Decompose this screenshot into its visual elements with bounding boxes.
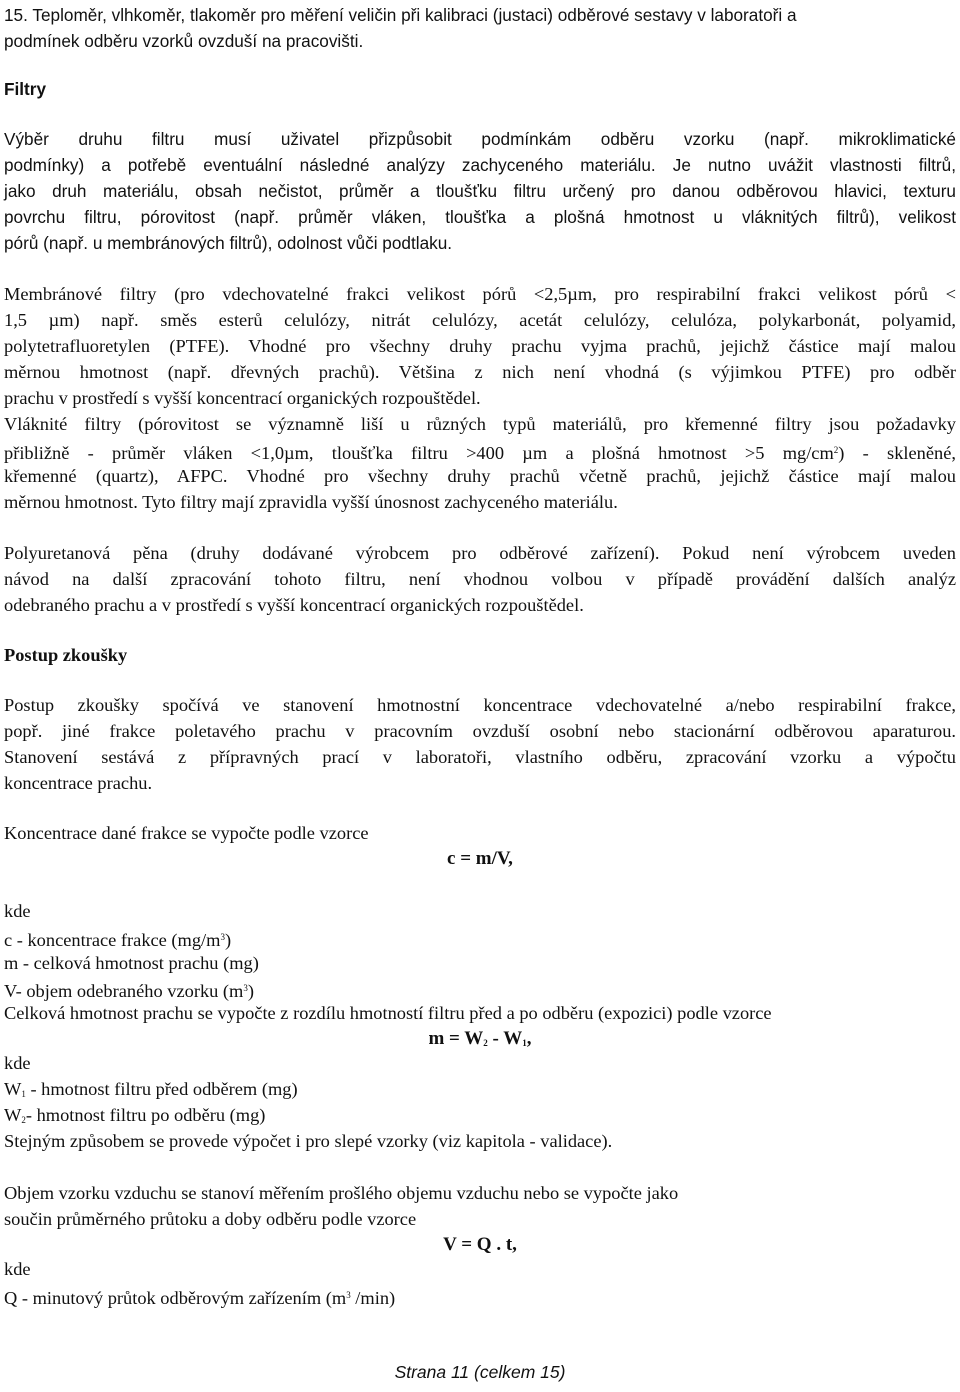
blank-samples-note: Stejným způsobem se provede výpočet i pro slepé vzorky (viz kapitola - validace). [4,1131,613,1151]
definition-q: Q - minutový průtok odběrovým zařízením ($m^3$ /min) [4,1288,396,1308]
fiber-filters-line: přibližně - průměr vláken <1,0µm, tloušťka filtru >400 µm a plošná hmotnost >5 $mg/cm^2$) - skleněné, [4,443,956,463]
fiber-filters-line: Vláknité filtry (pórovitost se významně liší u různých typů materiálů, pro křemenné filtry jsou požadavky [4,414,956,434]
membrane-filters-line: Membránové filtry (pro vdechovatelné frakci velikost pórů <2,5µm, pro respirabilní frakci velikost pórů < [4,284,956,304]
volume-intro: Objem vzorku vzduchu se stanoví měřením prošlého objemu vzduchu nebo se vypočte jako [4,1183,679,1203]
procedure-line: koncentrace prachu. [4,773,153,793]
formula-volume: V = Q . t, [443,1234,517,1255]
formula-concentration: c = m/V, [447,848,513,869]
where-label: kde [4,901,31,921]
membrane-filters-line: prachu v prostředí s vyšší koncentrací organických rozpouštědel. [4,388,481,408]
membrane-filters-line: 1,5 µm) např. směs esterů celulózy, nitrát celulózy, acetát celulózy, celulóza, polykarbonát, polyamid, [4,310,956,330]
filters-intro-line: pórů (např. u membránových filtrů), odolnost vůči podtlaku. [4,233,453,253]
definition-m: m - celková hmotnost prachu (mg) [4,953,259,973]
procedure-line: Postup zkoušky spočívá ve stanovení hmotnostní koncentrace vdechovatelné a/nebo respirabilní frakce, [4,695,956,715]
membrane-filters-line: měrnou hmotnost (např. dřevných prachů). Většina z nich není vhodná (s výjimkou PTFE) pro odběr [4,362,956,382]
fiber-filters-line: měrnou hmotnost. Tyto filtry mají zpravidla vyšší únosnost zachyceného materiálu. [4,492,618,512]
procedure-heading: Postup zkoušky [4,645,128,665]
volume-intro: součin průměrného průtoku a doby odběru podle vzorce [4,1209,417,1229]
definition-w1: $W_1$ - hmotnost filtru před odběrem (mg) [4,1079,298,1099]
filters-heading: Filtry [4,79,47,99]
definition-c: c - koncentrace frakce $(mg/m^3)$ [4,930,232,950]
definition-v: V- objem odebraného vzorku $(m^3)$ [4,981,254,1001]
filters-intro-line: povrchu filtru, pórovitost (např. průměr vláken, tloušťka a plošná hmotnost u vláknitých filtrů), velikost [4,207,956,227]
filters-intro-line: Výběr druhu filtru musí uživatel přizpůsobit podmínkám odběru vzorku (např. mikroklimatické [4,129,956,149]
where-label: kde [4,1259,31,1279]
pu-foam-line: Polyuretanová pěna (druhy dodávané výrobcem pro odběrové zařízení). Pokud není výrobcem uveden [4,543,956,563]
procedure-line: popř. jiné frakce poletavého prachu v pracovním ovzduší osobní nebo stacionární odběrovou aparaturou. [4,721,956,741]
concentration-intro: Koncentrace dané frakce se vypočte podle vzorce [4,823,369,843]
procedure-line: Stanovení sestává z přípravných prací v laboratoři, vlastního odběru, zpracování vzorku a výpočtu [4,747,956,767]
where-label: kde [4,1053,31,1073]
filters-intro-line: podmínky) a potřebě eventuální následné analýzy zachyceného materiálu. Je nutno uvážit vlastnosti filtrů, [4,155,956,175]
section-15-line-1: 15. Teploměr, vlhkoměr, tlakoměr pro měření veličin při kalibraci (justaci) odběrové sestavy v laboratoři a [4,5,797,25]
pu-foam-line: odebraného prachu a v prostředí s vyšší koncentrací organických rozpouštědel. [4,595,584,615]
formula-mass: $m = W_2 - W_1$, [428,1028,532,1049]
page-number-footer: Strana 11 (celkem 15) [394,1362,566,1382]
fiber-filters-line: křemenné (quartz), AFPC. Vhodné pro všechny druhy prachů včetně prachů, jejichž částice mají malou [4,466,956,486]
pu-foam-line: návod na další zpracování tohoto filtru, není vhodnou volbou v případě provádění dalších analýz [4,569,956,589]
definition-w2: $W_2-$ hmotnost filtru po odběru (mg) [4,1105,266,1125]
section-15-line-2: podmínek odběru vzorků ovzduší na pracovišti. [4,31,364,51]
membrane-filters-line: polytetrafluoretylen (PTFE). Vhodné pro všechny druhy prachu vyjma prachů, jejichž částice mají malou [4,336,956,356]
mass-intro: Celková hmotnost prachu se vypočte z rozdílu hmotností filtru před a po odběru (expozici) podle vzorce [4,1003,772,1023]
filters-intro-line: jako druh materiálu, obsah nečistot, průměr a tloušťku filtru určený pro danou odběrovou hlavici, texturu [4,181,956,201]
